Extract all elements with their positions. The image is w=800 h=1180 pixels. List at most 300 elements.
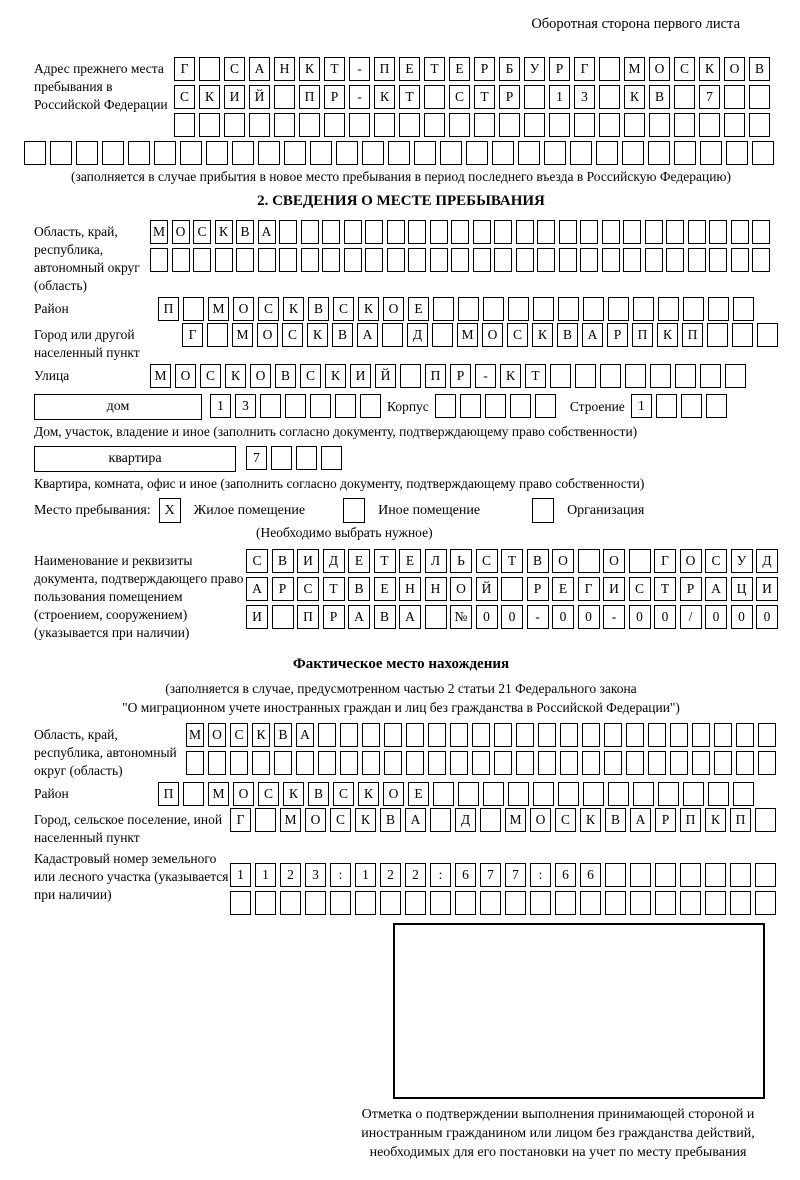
char-cell[interactable] xyxy=(733,782,754,806)
char-cell[interactable] xyxy=(537,220,555,244)
char-cell[interactable]: В xyxy=(348,577,370,601)
char-cell[interactable]: В xyxy=(332,323,353,347)
char-cell[interactable] xyxy=(230,751,248,775)
char-cell[interactable] xyxy=(296,751,314,775)
char-cell[interactable] xyxy=(580,248,598,272)
char-cell[interactable] xyxy=(602,220,620,244)
char-cell[interactable] xyxy=(344,220,362,244)
char-cell[interactable]: В xyxy=(308,782,329,806)
char-cell[interactable]: В xyxy=(275,364,296,388)
char-cell[interactable]: О xyxy=(724,57,745,81)
char-cell[interactable]: В xyxy=(749,57,770,81)
char-cell[interactable]: П xyxy=(632,323,653,347)
char-cell[interactable] xyxy=(186,751,204,775)
char-cell[interactable]: С xyxy=(193,220,211,244)
char-cell[interactable] xyxy=(700,364,721,388)
char-cell[interactable]: О xyxy=(383,297,404,321)
char-cell[interactable]: 0 xyxy=(476,605,498,629)
char-cell[interactable]: 1 xyxy=(255,863,276,887)
char-cell[interactable]: К xyxy=(225,364,246,388)
char-cell[interactable] xyxy=(666,248,684,272)
char-cell[interactable] xyxy=(322,248,340,272)
char-cell[interactable] xyxy=(633,782,654,806)
char-cell[interactable] xyxy=(449,113,470,137)
char-cell[interactable]: - xyxy=(603,605,625,629)
char-cell[interactable] xyxy=(321,446,342,470)
char-cell[interactable]: С xyxy=(174,85,195,109)
char-cell[interactable] xyxy=(749,113,770,137)
char-cell[interactable] xyxy=(535,394,556,418)
char-cell[interactable]: Г xyxy=(230,808,251,832)
char-cell[interactable]: К xyxy=(374,85,395,109)
char-cell[interactable] xyxy=(258,141,280,165)
char-cell[interactable]: О xyxy=(552,549,574,573)
char-cell[interactable] xyxy=(655,891,676,915)
apartment-type-box[interactable]: квартира xyxy=(34,446,236,472)
char-cell[interactable]: А xyxy=(405,808,426,832)
char-cell[interactable] xyxy=(474,113,495,137)
char-cell[interactable] xyxy=(360,394,381,418)
char-cell[interactable] xyxy=(172,248,190,272)
char-cell[interactable] xyxy=(408,220,426,244)
char-cell[interactable] xyxy=(582,751,600,775)
char-cell[interactable]: С xyxy=(200,364,221,388)
char-cell[interactable] xyxy=(516,723,534,747)
char-cell[interactable] xyxy=(680,863,701,887)
char-cell[interactable]: 2 xyxy=(405,863,426,887)
char-cell[interactable] xyxy=(749,85,770,109)
char-cell[interactable]: Е xyxy=(399,57,420,81)
char-cell[interactable]: - xyxy=(527,605,549,629)
char-cell[interactable] xyxy=(559,248,577,272)
char-cell[interactable] xyxy=(374,113,395,137)
char-cell[interactable]: О xyxy=(649,57,670,81)
char-cell[interactable] xyxy=(501,577,523,601)
char-cell[interactable]: Р xyxy=(499,85,520,109)
char-cell[interactable]: С xyxy=(258,297,279,321)
char-cell[interactable]: В xyxy=(272,549,294,573)
char-cell[interactable] xyxy=(485,394,506,418)
char-cell[interactable]: П xyxy=(425,364,446,388)
char-cell[interactable]: : xyxy=(430,863,451,887)
char-cell[interactable] xyxy=(50,141,72,165)
char-cell[interactable] xyxy=(406,751,424,775)
char-cell[interactable] xyxy=(318,723,336,747)
char-cell[interactable] xyxy=(414,141,436,165)
char-cell[interactable] xyxy=(344,248,362,272)
char-cell[interactable] xyxy=(387,248,405,272)
char-cell[interactable] xyxy=(199,57,220,81)
char-cell[interactable] xyxy=(578,549,600,573)
char-cell[interactable]: К xyxy=(358,782,379,806)
char-cell[interactable]: М xyxy=(150,364,171,388)
char-cell[interactable]: В xyxy=(605,808,626,832)
char-cell[interactable]: К xyxy=(283,782,304,806)
char-cell[interactable] xyxy=(322,220,340,244)
char-cell[interactable] xyxy=(656,394,677,418)
char-cell[interactable] xyxy=(450,751,468,775)
char-cell[interactable]: С xyxy=(449,85,470,109)
char-cell[interactable]: М xyxy=(232,323,253,347)
char-cell[interactable] xyxy=(492,141,514,165)
char-cell[interactable] xyxy=(757,323,778,347)
char-cell[interactable]: 2 xyxy=(380,863,401,887)
char-cell[interactable] xyxy=(625,364,646,388)
char-cell[interactable]: П xyxy=(730,808,751,832)
char-cell[interactable] xyxy=(460,394,481,418)
char-cell[interactable] xyxy=(731,248,749,272)
char-cell[interactable] xyxy=(692,751,710,775)
char-cell[interactable]: Г xyxy=(182,323,203,347)
char-cell[interactable] xyxy=(472,751,490,775)
char-cell[interactable]: Е xyxy=(408,297,429,321)
char-cell[interactable]: К xyxy=(199,85,220,109)
char-cell[interactable] xyxy=(310,141,332,165)
char-cell[interactable] xyxy=(458,782,479,806)
char-cell[interactable]: Д xyxy=(455,808,476,832)
char-cell[interactable] xyxy=(230,891,251,915)
char-cell[interactable] xyxy=(714,751,732,775)
char-cell[interactable]: К xyxy=(705,808,726,832)
char-cell[interactable] xyxy=(736,723,754,747)
char-cell[interactable]: 2 xyxy=(280,863,301,887)
residential-checkbox[interactable]: X xyxy=(159,498,181,523)
char-cell[interactable]: 3 xyxy=(235,394,256,418)
char-cell[interactable]: К xyxy=(500,364,521,388)
char-cell[interactable]: С xyxy=(246,549,268,573)
other-premises-checkbox[interactable] xyxy=(343,498,365,523)
char-cell[interactable]: П xyxy=(374,57,395,81)
char-cell[interactable] xyxy=(355,891,376,915)
char-cell[interactable]: Е xyxy=(408,782,429,806)
char-cell[interactable] xyxy=(623,248,641,272)
char-cell[interactable] xyxy=(709,220,727,244)
char-cell[interactable] xyxy=(688,248,706,272)
char-cell[interactable] xyxy=(483,297,504,321)
char-cell[interactable] xyxy=(688,220,706,244)
char-cell[interactable]: А xyxy=(357,323,378,347)
char-cell[interactable] xyxy=(405,891,426,915)
char-cell[interactable]: С xyxy=(300,364,321,388)
char-cell[interactable]: П xyxy=(297,605,319,629)
char-cell[interactable] xyxy=(505,891,526,915)
char-cell[interactable] xyxy=(206,141,228,165)
char-cell[interactable] xyxy=(599,85,620,109)
char-cell[interactable] xyxy=(674,85,695,109)
char-cell[interactable] xyxy=(709,248,727,272)
char-cell[interactable]: 1 xyxy=(230,863,251,887)
char-cell[interactable] xyxy=(726,141,748,165)
char-cell[interactable] xyxy=(301,248,319,272)
house-type-box[interactable]: дом xyxy=(34,394,202,420)
char-cell[interactable]: Т xyxy=(474,85,495,109)
char-cell[interactable] xyxy=(430,248,448,272)
char-cell[interactable]: В xyxy=(274,723,292,747)
char-cell[interactable] xyxy=(207,323,228,347)
char-cell[interactable]: Р xyxy=(324,85,345,109)
char-cell[interactable] xyxy=(494,723,512,747)
char-cell[interactable] xyxy=(232,141,254,165)
char-cell[interactable] xyxy=(724,113,745,137)
char-cell[interactable]: Т xyxy=(654,577,676,601)
char-cell[interactable]: О xyxy=(250,364,271,388)
char-cell[interactable] xyxy=(752,248,770,272)
char-cell[interactable]: С xyxy=(507,323,528,347)
char-cell[interactable] xyxy=(430,891,451,915)
char-cell[interactable]: П xyxy=(680,808,701,832)
char-cell[interactable] xyxy=(558,297,579,321)
char-cell[interactable] xyxy=(708,782,729,806)
char-cell[interactable]: О xyxy=(172,220,190,244)
char-cell[interactable] xyxy=(524,113,545,137)
char-cell[interactable]: А xyxy=(258,220,276,244)
char-cell[interactable]: С xyxy=(674,57,695,81)
char-cell[interactable] xyxy=(730,891,751,915)
char-cell[interactable] xyxy=(365,220,383,244)
char-cell[interactable] xyxy=(575,364,596,388)
char-cell[interactable]: Г xyxy=(174,57,195,81)
char-cell[interactable] xyxy=(518,141,540,165)
char-cell[interactable] xyxy=(154,141,176,165)
char-cell[interactable]: С xyxy=(282,323,303,347)
char-cell[interactable]: 7 xyxy=(505,863,526,887)
char-cell[interactable] xyxy=(544,141,566,165)
char-cell[interactable]: И xyxy=(246,605,268,629)
char-cell[interactable]: И xyxy=(297,549,319,573)
char-cell[interactable]: Н xyxy=(399,577,421,601)
char-cell[interactable] xyxy=(680,891,701,915)
char-cell[interactable] xyxy=(174,113,195,137)
char-cell[interactable] xyxy=(430,808,451,832)
char-cell[interactable] xyxy=(730,863,751,887)
char-cell[interactable] xyxy=(560,723,578,747)
char-cell[interactable]: Р xyxy=(323,605,345,629)
char-cell[interactable] xyxy=(193,248,211,272)
char-cell[interactable]: У xyxy=(524,57,545,81)
char-cell[interactable] xyxy=(708,297,729,321)
char-cell[interactable] xyxy=(524,85,545,109)
char-cell[interactable] xyxy=(408,248,426,272)
char-cell[interactable]: : xyxy=(330,863,351,887)
char-cell[interactable] xyxy=(183,782,204,806)
char-cell[interactable]: А xyxy=(246,577,268,601)
char-cell[interactable]: Е xyxy=(374,577,396,601)
char-cell[interactable]: В xyxy=(308,297,329,321)
char-cell[interactable]: - xyxy=(349,85,370,109)
char-cell[interactable]: М xyxy=(208,297,229,321)
char-cell[interactable]: К xyxy=(355,808,376,832)
char-cell[interactable] xyxy=(499,113,520,137)
char-cell[interactable]: Г xyxy=(654,549,676,573)
char-cell[interactable] xyxy=(724,85,745,109)
char-cell[interactable] xyxy=(510,394,531,418)
char-cell[interactable]: - xyxy=(349,57,370,81)
char-cell[interactable]: А xyxy=(399,605,421,629)
char-cell[interactable] xyxy=(330,891,351,915)
char-cell[interactable] xyxy=(285,394,306,418)
char-cell[interactable]: 0 xyxy=(705,605,727,629)
char-cell[interactable] xyxy=(310,394,331,418)
char-cell[interactable] xyxy=(666,220,684,244)
char-cell[interactable] xyxy=(658,297,679,321)
char-cell[interactable] xyxy=(755,891,776,915)
char-cell[interactable] xyxy=(480,891,501,915)
char-cell[interactable] xyxy=(731,220,749,244)
char-cell[interactable] xyxy=(560,751,578,775)
char-cell[interactable] xyxy=(451,220,469,244)
char-cell[interactable] xyxy=(580,891,601,915)
char-cell[interactable] xyxy=(296,446,317,470)
char-cell[interactable] xyxy=(387,220,405,244)
char-cell[interactable] xyxy=(583,782,604,806)
char-cell[interactable]: М xyxy=(624,57,645,81)
char-cell[interactable]: № xyxy=(450,605,472,629)
char-cell[interactable] xyxy=(683,297,704,321)
char-cell[interactable] xyxy=(649,113,670,137)
char-cell[interactable] xyxy=(580,220,598,244)
char-cell[interactable] xyxy=(674,113,695,137)
char-cell[interactable]: Й xyxy=(249,85,270,109)
char-cell[interactable]: С xyxy=(629,577,651,601)
char-cell[interactable]: Д xyxy=(407,323,428,347)
char-cell[interactable]: И xyxy=(603,577,625,601)
char-cell[interactable] xyxy=(755,808,776,832)
char-cell[interactable] xyxy=(236,248,254,272)
char-cell[interactable]: Д xyxy=(756,549,778,573)
char-cell[interactable]: 0 xyxy=(756,605,778,629)
char-cell[interactable]: Н xyxy=(274,57,295,81)
char-cell[interactable] xyxy=(558,782,579,806)
char-cell[interactable] xyxy=(388,141,410,165)
char-cell[interactable] xyxy=(406,723,424,747)
char-cell[interactable] xyxy=(582,723,600,747)
char-cell[interactable] xyxy=(424,113,445,137)
char-cell[interactable] xyxy=(400,364,421,388)
char-cell[interactable]: П xyxy=(158,782,179,806)
char-cell[interactable] xyxy=(707,323,728,347)
char-cell[interactable]: Р xyxy=(549,57,570,81)
char-cell[interactable] xyxy=(752,220,770,244)
char-cell[interactable] xyxy=(365,248,383,272)
char-cell[interactable]: У xyxy=(731,549,753,573)
char-cell[interactable]: 6 xyxy=(580,863,601,887)
char-cell[interactable] xyxy=(622,141,644,165)
char-cell[interactable]: И xyxy=(224,85,245,109)
char-cell[interactable] xyxy=(362,751,380,775)
char-cell[interactable]: А xyxy=(705,577,727,601)
char-cell[interactable]: К xyxy=(657,323,678,347)
char-cell[interactable] xyxy=(433,782,454,806)
char-cell[interactable] xyxy=(435,394,456,418)
char-cell[interactable]: Т xyxy=(374,549,396,573)
char-cell[interactable] xyxy=(630,891,651,915)
char-cell[interactable] xyxy=(537,248,555,272)
char-cell[interactable] xyxy=(380,891,401,915)
char-cell[interactable] xyxy=(626,723,644,747)
char-cell[interactable] xyxy=(538,723,556,747)
char-cell[interactable]: К xyxy=(252,723,270,747)
char-cell[interactable]: О xyxy=(175,364,196,388)
char-cell[interactable]: К xyxy=(299,57,320,81)
char-cell[interactable]: В xyxy=(374,605,396,629)
char-cell[interactable] xyxy=(733,297,754,321)
char-cell[interactable]: И xyxy=(756,577,778,601)
char-cell[interactable] xyxy=(279,248,297,272)
char-cell[interactable] xyxy=(605,891,626,915)
char-cell[interactable]: О xyxy=(383,782,404,806)
char-cell[interactable]: О xyxy=(530,808,551,832)
char-cell[interactable] xyxy=(258,248,276,272)
char-cell[interactable] xyxy=(199,113,220,137)
char-cell[interactable]: К xyxy=(699,57,720,81)
char-cell[interactable]: 1 xyxy=(210,394,231,418)
char-cell[interactable]: - xyxy=(475,364,496,388)
char-cell[interactable] xyxy=(433,297,454,321)
char-cell[interactable]: Е xyxy=(348,549,370,573)
char-cell[interactable] xyxy=(706,394,727,418)
char-cell[interactable] xyxy=(260,394,281,418)
char-cell[interactable]: О xyxy=(233,782,254,806)
char-cell[interactable]: О xyxy=(680,549,702,573)
char-cell[interactable] xyxy=(725,364,746,388)
char-cell[interactable]: А xyxy=(582,323,603,347)
char-cell[interactable]: Р xyxy=(450,364,471,388)
char-cell[interactable] xyxy=(318,751,336,775)
char-cell[interactable] xyxy=(480,808,501,832)
char-cell[interactable] xyxy=(450,723,468,747)
char-cell[interactable] xyxy=(508,297,529,321)
char-cell[interactable]: С xyxy=(297,577,319,601)
char-cell[interactable] xyxy=(559,220,577,244)
char-cell[interactable]: 0 xyxy=(654,605,676,629)
char-cell[interactable]: А xyxy=(296,723,314,747)
char-cell[interactable]: К xyxy=(215,220,233,244)
char-cell[interactable] xyxy=(732,323,753,347)
char-cell[interactable]: Л xyxy=(425,549,447,573)
char-cell[interactable] xyxy=(494,751,512,775)
char-cell[interactable]: М xyxy=(505,808,526,832)
char-cell[interactable] xyxy=(516,248,534,272)
char-cell[interactable] xyxy=(340,751,358,775)
char-cell[interactable]: Р xyxy=(272,577,294,601)
char-cell[interactable] xyxy=(428,751,446,775)
char-cell[interactable]: 1 xyxy=(355,863,376,887)
char-cell[interactable] xyxy=(624,113,645,137)
char-cell[interactable]: М xyxy=(186,723,204,747)
char-cell[interactable]: Т xyxy=(525,364,546,388)
char-cell[interactable] xyxy=(274,751,292,775)
char-cell[interactable] xyxy=(650,364,671,388)
char-cell[interactable]: О xyxy=(450,577,472,601)
char-cell[interactable] xyxy=(424,85,445,109)
char-cell[interactable] xyxy=(24,141,46,165)
char-cell[interactable] xyxy=(623,220,641,244)
char-cell[interactable]: П xyxy=(158,297,179,321)
char-cell[interactable] xyxy=(629,549,651,573)
char-cell[interactable]: Р xyxy=(680,577,702,601)
char-cell[interactable]: М xyxy=(280,808,301,832)
char-cell[interactable]: А xyxy=(249,57,270,81)
char-cell[interactable] xyxy=(538,751,556,775)
char-cell[interactable]: 1 xyxy=(549,85,570,109)
char-cell[interactable]: 6 xyxy=(555,863,576,887)
char-cell[interactable]: Б xyxy=(499,57,520,81)
char-cell[interactable]: Ц xyxy=(731,577,753,601)
char-cell[interactable] xyxy=(604,751,622,775)
char-cell[interactable]: 7 xyxy=(699,85,720,109)
char-cell[interactable] xyxy=(508,782,529,806)
char-cell[interactable]: С xyxy=(258,782,279,806)
